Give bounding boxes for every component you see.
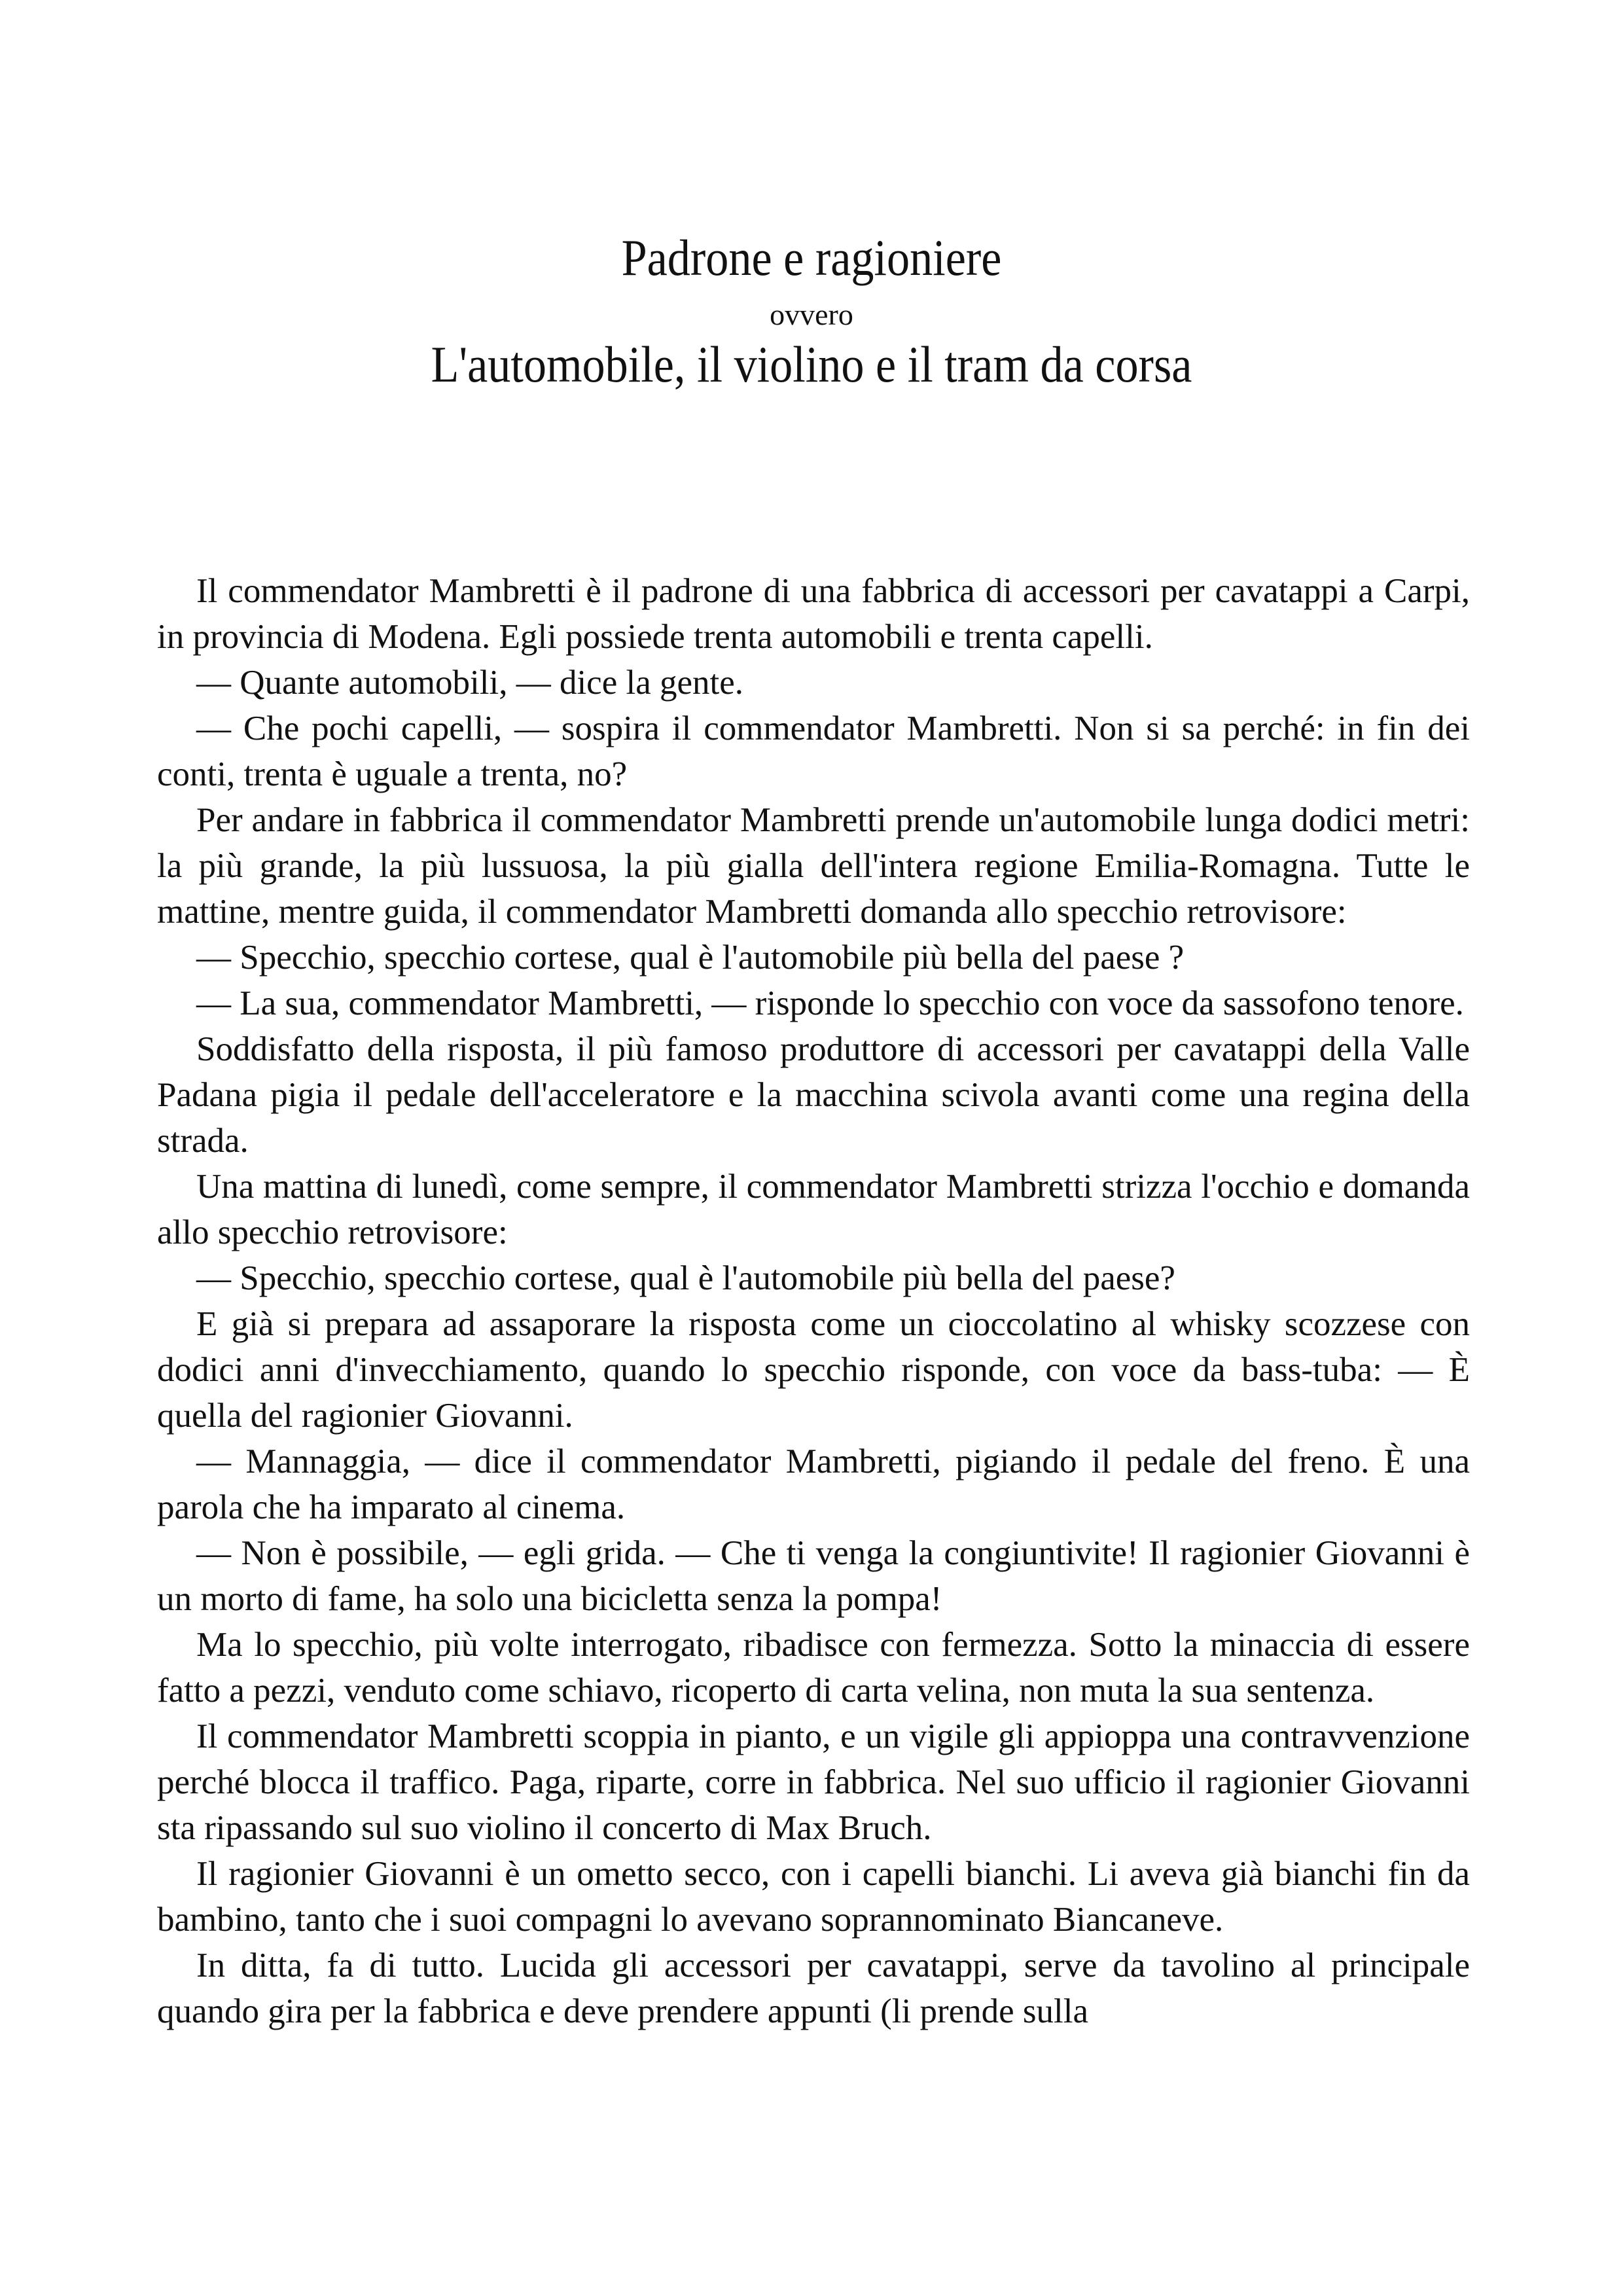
paragraph: Soddisfatto della risposta, il più famoso produttore di accessori per cavatappi della Valle Padana pigia il pedale dell'acceleratore e la macchina scivola avanti come una regina della strada.: [157, 1030, 1470, 1160]
story-subtitle: L'automobile, il violino e il tram da corsa: [431, 336, 1192, 393]
paragraph: E già si prepara ad assaporare la risposta come un cioccolatino al whisky scozzese con dodici anni d'invecchiamento, quando lo specchio risponde, con voce da bass-tuba: — È quella del ragionier Giovanni.: [157, 1305, 1470, 1435]
paragraph: — Quante automobili, — dice la gente.: [196, 664, 743, 702]
paragraph: Il commendator Mambretti scoppia in pianto, e un vigile gli appioppa una contravvenzione perché blocca il traffico. Paga, riparte, corre in fabbrica. Nel suo ufficio il ragionier Giovanni sta ripassando sul suo violino il concerto di Max Bruch.: [157, 1717, 1470, 1847]
paragraph: Ma lo specchio, più volte interrogato, ribadisce con fermezza. Sotto la minaccia di essere fatto a pezzi, venduto come schiavo, ricoperto di carta velina, non muta la sua sentenza.: [157, 1626, 1470, 1710]
title-conjunction: ovvero: [770, 298, 853, 331]
paragraph: — Specchio, specchio cortese, qual è l'automobile più bella del paese ?: [196, 939, 1185, 977]
paragraph: — Specchio, specchio cortese, qual è l'automobile più bella del paese?: [196, 1259, 1175, 1297]
paragraph: — Non è possibile, — egli grida. — Che ti venga la congiuntivite! Il ragionier Giovanni è un morto di fame, ha solo una bicicletta senza la pompa!: [157, 1534, 1470, 1618]
paragraph: In ditta, fa di tutto. Lucida gli accessori per cavatappi, serve da tavolino al principale quando gira per la fabbrica e deve prendere appunti (li prende sulla: [157, 1946, 1470, 2030]
paragraph: — La sua, commendator Mambretti, — risponde lo specchio con voce da sassofono tenore.: [196, 984, 1464, 1022]
paragraph: Il ragionier Giovanni è un ometto secco, con i capelli bianchi. Li aveva già bianchi fin da bambino, tanto che i suoi compagni lo avevano soprannominato Biancaneve.: [157, 1855, 1470, 1939]
story-body: [157, 568, 1470, 2034]
paragraph: — Mannaggia, — dice il commendator Mambretti, pigiando il pedale del freno. È una parola che ha imparato al cinema.: [157, 1443, 1470, 1526]
story-title: Padrone e ragioniere: [621, 229, 1002, 286]
paragraph: Il commendator Mambretti è il padrone di una fabbrica di accessori per cavatappi a Carpi, in provincia di Modena. Egli possiede trenta automobili e trenta capelli.: [157, 572, 1470, 656]
paragraph: — Che pochi capelli, — sospira il commendator Mambretti. Non si sa perché: in fin dei conti, trenta è uguale a trenta, no?: [157, 709, 1470, 793]
paragraph: Per andare in fabbrica il commendator Mambretti prende un'automobile lunga dodici metri: la più grande, la più lussuosa, la più gialla dell'intera regione Emilia-Romagna. Tutte le mattine, mentre guida, il commendator Mambretti domanda allo specchio retrovisore:: [157, 801, 1470, 931]
paragraph: Una mattina di lunedì, come sempre, il commendator Mambretti strizza l'occhio e domanda allo specchio retrovisore:: [157, 1168, 1470, 1251]
